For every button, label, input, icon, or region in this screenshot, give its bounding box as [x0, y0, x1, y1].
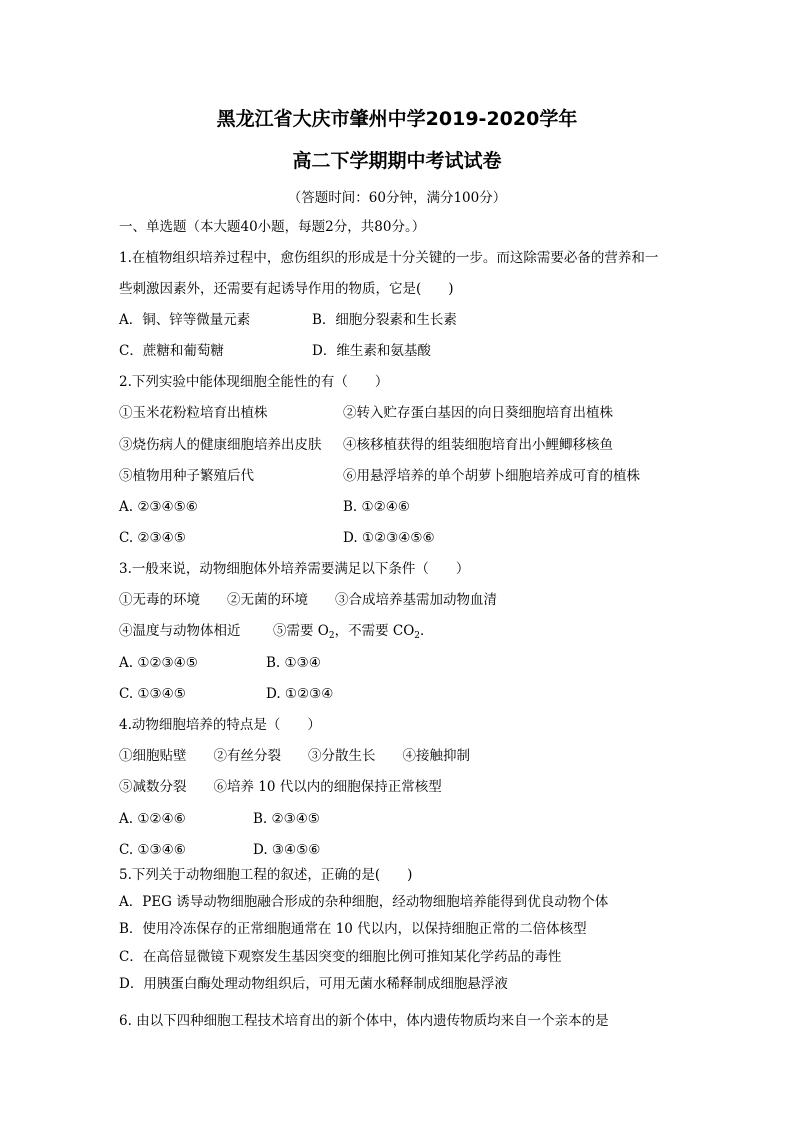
q2-option-c: C. ②③④⑤	[119, 530, 186, 546]
q4-items-line1: ①细胞贴壁 ②有丝分裂 ③分散生长 ④接触抑制	[119, 748, 470, 764]
exam-title-line2: 高二下学期期中考试试卷	[292, 150, 502, 172]
q2-item-3: ③烧伤病人的健康细胞培养出皮肤	[119, 437, 322, 453]
q5-option-c: C．在高倍显微镜下观察发生基因突变的细胞比例可推知某化学药品的毒性	[119, 949, 562, 965]
q3-item-5-text-c: ．	[420, 623, 434, 639]
q1-stem-line1: 1.在植物组织培养过程中，愈伤组织的形成是十分关键的一步。而这除需要必备的营养和一	[119, 250, 659, 266]
q2-option-d: D. ①②③④⑤⑥	[343, 530, 435, 546]
q4-option-d: D. ③④⑤⑥	[253, 842, 321, 858]
q3-stem: 3.一般来说，动物细胞体外培养需要满足以下条件（ ）	[119, 561, 470, 577]
q2-item-4: ④核移植获得的组装细胞培育出小鲤鲫移核鱼	[343, 437, 613, 453]
q1-option-b: B．细胞分裂素和生长素	[312, 312, 457, 328]
q2-stem: 2.下列实验中能体现细胞全能性的有（ ）	[119, 374, 389, 390]
q1-stem-line2: 些刺激因素外，还需要有起诱导作用的物质，它是( )	[119, 281, 454, 297]
q4-items-line2: ⑤减数分裂 ⑥培养 10 代以内的细胞保持正常核型	[119, 779, 442, 795]
q3-option-c: C. ①③④⑤	[119, 686, 186, 702]
q2-option-b: B. ①②④⑥	[343, 499, 410, 515]
q4-option-c: C. ①③④⑥	[119, 842, 186, 858]
q3-option-d: D. ①②③④	[266, 686, 334, 702]
q1-option-d: D．维生素和氨基酸	[312, 343, 431, 359]
exam-title-line1: 黑龙江省大庆市肇州中学2019-2020学年	[216, 108, 578, 130]
q3-option-b: B. ①③④	[266, 655, 321, 671]
q2-item-2: ②转入贮存蛋白基因的向日葵细胞培育出植株	[343, 405, 613, 421]
q3-item-5-text-b: ，不需要 CO	[334, 623, 415, 639]
q3-item-5	[273, 622, 434, 645]
q2-item-6: ⑥用悬浮培养的单个胡萝卜细胞培养成可育的植株	[343, 468, 640, 484]
q3-item-5-sub-2: 2	[414, 631, 421, 641]
q6-stem: 6. 由以下四种细胞工程技术培育出的新个体中，体内遗传物质均来自一个亲本的是	[119, 1013, 609, 1029]
q3-item-5-sub-1: 2	[328, 631, 335, 641]
q5-stem: 5.下列关于动物细胞工程的叙述，正确的是( )	[119, 867, 413, 883]
q5-option-a: A．PEG 诱导动物细胞融合形成的杂种细胞，经动物细胞培养能得到优良动物个体	[119, 894, 609, 910]
q1-option-c: C．蔗糖和葡萄糖	[119, 343, 224, 359]
q5-option-d: D．用胰蛋白酶处理动物组织后，可用无菌水稀释制成细胞悬浮液	[119, 976, 508, 992]
section-heading: 一、单选题（本大题40小题，每题2分，共80分。）	[119, 219, 426, 235]
q1-option-a: A．铜、锌等微量元素	[119, 312, 251, 328]
q3-option-a: A. ①②③④⑤	[119, 655, 198, 671]
q3-items-line1: ①无毒的环境 ②无菌的环境 ③合成培养基需加动物血清	[119, 592, 497, 608]
exam-subtitle: （答题时间：60分钟，满分100分）	[287, 190, 507, 206]
q2-item-1: ①玉米花粉粒培育出植株	[119, 405, 268, 421]
q4-stem: 4.动物细胞培养的特点是（ ）	[119, 717, 321, 733]
q4-option-a: A. ①②④⑥	[119, 811, 186, 827]
q2-option-a: A. ②③④⑤⑥	[119, 499, 198, 515]
q3-item-4: ④温度与动物体相近	[119, 623, 241, 639]
q3-item-5-text-a: ⑤需要 O	[273, 623, 329, 639]
q4-option-b: B. ②③④⑤	[253, 811, 320, 827]
q5-option-b: B．使用冷冻保存的正常细胞通常在 10 代以内，以保持细胞正常的二倍体核型	[119, 921, 587, 937]
q2-item-5: ⑤植物用种子繁殖后代	[119, 468, 254, 484]
